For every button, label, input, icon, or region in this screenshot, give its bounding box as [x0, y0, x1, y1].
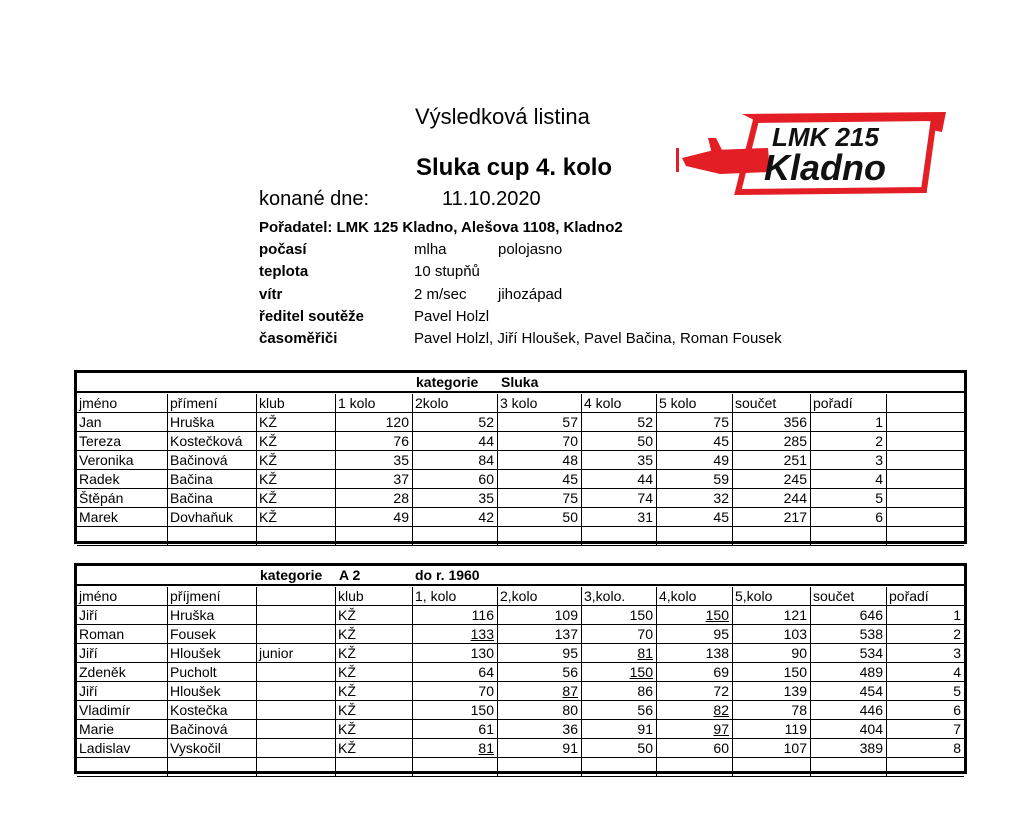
table-cell: 245 [733, 470, 811, 488]
table-cell: Zdeněk [77, 663, 168, 681]
table-cell [413, 527, 498, 545]
table-row [77, 413, 964, 432]
table-row [77, 470, 964, 489]
table-row [77, 758, 964, 777]
table-cell: 45 [498, 470, 582, 488]
table-row [77, 451, 964, 470]
table-cell: 42 [413, 508, 498, 526]
table-cell: KŽ [336, 720, 413, 738]
category-value: Sluka [501, 374, 539, 390]
table-cell: 2 [811, 432, 887, 450]
table-cell: 60 [657, 739, 733, 757]
table-cell: 103 [733, 625, 811, 643]
info-label-timekeepers: časoměřiči [259, 330, 338, 347]
table-cell: 48 [498, 451, 582, 469]
table-cell: 45 [657, 432, 733, 450]
table-cell: 45 [657, 508, 733, 526]
column-header: 1, kolo [413, 587, 498, 605]
table-cell: KŽ [336, 739, 413, 757]
table-cell [257, 625, 336, 643]
table-cell: 538 [811, 625, 887, 643]
table-cell: 81 [582, 644, 657, 662]
table-category-row [77, 373, 964, 393]
table-cell: 3 [811, 451, 887, 469]
table-cell: 389 [811, 739, 887, 757]
table-row [77, 682, 964, 701]
table-row [77, 606, 964, 625]
table-cell: 50 [582, 432, 657, 450]
column-header: 4 kolo [582, 394, 657, 412]
info-label-weather: počasí [259, 241, 307, 258]
table-cell: Jiří [77, 606, 168, 624]
table-row [77, 644, 964, 663]
table-row [77, 739, 964, 758]
table-cell: 59 [657, 470, 733, 488]
column-header: součet [811, 587, 887, 605]
column-header: klub [257, 394, 336, 412]
table-cell: 57 [498, 413, 582, 431]
table-cell: 61 [413, 720, 498, 738]
info-value-temperature: 10 stupňů [414, 263, 480, 280]
table-cell: 120 [336, 413, 413, 431]
table-cell: 44 [582, 470, 657, 488]
table-cell: 35 [582, 451, 657, 469]
table-cell: 49 [336, 508, 413, 526]
table-cell: 138 [657, 644, 733, 662]
table-header-row [77, 587, 964, 606]
table-cell: Jan [77, 413, 168, 431]
table-cell: Bačina [168, 489, 257, 507]
category-value: A 2 [339, 567, 361, 583]
column-header: 2kolo [413, 394, 498, 412]
table-cell: 150 [733, 663, 811, 681]
table-row [77, 625, 964, 644]
table-cell: Radek [77, 470, 168, 488]
column-header [887, 394, 964, 412]
info-label-temperature: teplota [259, 263, 309, 280]
column-header: součet [733, 394, 811, 412]
club-logo [672, 110, 950, 198]
table-cell: 446 [811, 701, 887, 719]
table-cell: 4 [811, 470, 887, 488]
table-cell: KŽ [257, 413, 336, 431]
table-cell: 139 [733, 682, 811, 700]
table-cell: 4 [953, 664, 961, 680]
page-title: Výsledková listina [415, 104, 590, 129]
table-cell: Roman [77, 625, 168, 643]
table-cell: KŽ [257, 508, 336, 526]
table-row [77, 527, 964, 546]
table-cell: KŽ [336, 625, 413, 643]
table-cell: Kostečková [168, 432, 257, 450]
table-cell [887, 413, 964, 431]
table-header-row [77, 394, 964, 413]
table-cell [413, 758, 498, 776]
table-cell: 70 [498, 432, 582, 450]
table-cell: KŽ [336, 644, 413, 662]
table-cell: 1 [953, 607, 961, 623]
table-cell: Štěpán [77, 489, 168, 507]
logo-text-bottom: Kladno [764, 147, 886, 188]
table-cell: 217 [733, 508, 811, 526]
table-cell: Pucholt [168, 663, 257, 681]
table-cell: 74 [582, 489, 657, 507]
table-cell [733, 527, 811, 545]
table-cell: 8 [953, 740, 961, 756]
table-cell [257, 663, 336, 681]
table-cell: Ladislav [77, 739, 168, 757]
table-cell: Jiří [77, 682, 168, 700]
table-cell: 60 [413, 470, 498, 488]
table-cell: 78 [733, 701, 811, 719]
table-cell: Hloušek [168, 644, 257, 662]
table-row [77, 508, 964, 527]
column-header: jméno [77, 587, 168, 605]
table-cell: 244 [733, 489, 811, 507]
table-cell: 646 [811, 606, 887, 624]
table-cell: 150 [582, 663, 657, 681]
column-header: jméno [77, 394, 168, 412]
info-label-director: ředitel soutěže [259, 308, 365, 325]
column-header: 2,kolo [498, 587, 582, 605]
table-cell [887, 470, 964, 488]
table-cell: 75 [498, 489, 582, 507]
table-cell [887, 451, 964, 469]
column-header: 1 kolo [336, 394, 413, 412]
table-cell: Marie [77, 720, 168, 738]
table-cell: 7 [953, 721, 961, 737]
table-cell: KŽ [257, 470, 336, 488]
table-cell: 95 [657, 625, 733, 643]
table-cell: 31 [582, 508, 657, 526]
table-cell: 37 [336, 470, 413, 488]
table-cell: 116 [413, 606, 498, 624]
table-cell [811, 758, 887, 776]
table-cell: 52 [413, 413, 498, 431]
table-cell: Veronika [77, 451, 168, 469]
table-cell: 150 [657, 606, 733, 624]
table-cell: 49 [657, 451, 733, 469]
table-cell: 137 [498, 625, 582, 643]
table-cell [257, 606, 336, 624]
table-cell: 285 [733, 432, 811, 450]
table-row [77, 489, 964, 508]
column-header: přímení [168, 394, 257, 412]
table-cell: 56 [582, 701, 657, 719]
column-header: klub [336, 587, 413, 605]
table-cell: 119 [733, 720, 811, 738]
table-cell [582, 758, 657, 776]
info-value-weather-2: polojasno [498, 241, 563, 258]
table-cell: 70 [413, 682, 498, 700]
table-cell: 489 [811, 663, 887, 681]
table-cell [887, 432, 964, 450]
table-cell: Vyskočil [168, 739, 257, 757]
table-cell: 76 [336, 432, 413, 450]
organizer: Pořadatel: LMK 125 Kladno, Alešova 1108, Kladno2 [259, 219, 623, 236]
table-cell: 28 [336, 489, 413, 507]
table-cell: 81 [413, 739, 498, 757]
results-table-sluka [74, 370, 967, 544]
column-header: pořadí [889, 588, 929, 604]
table-cell [887, 508, 964, 526]
table-cell: Bačinová [168, 720, 257, 738]
table-row [77, 720, 964, 739]
table-cell: 150 [582, 606, 657, 624]
table-cell: KŽ [257, 432, 336, 450]
table-cell: 50 [582, 739, 657, 757]
table-cell [257, 758, 336, 776]
table-cell [257, 527, 336, 545]
column-header: příjmení [168, 587, 257, 605]
table-cell: 91 [582, 720, 657, 738]
table-cell [336, 527, 413, 545]
table-cell [887, 758, 964, 776]
table-cell: 64 [413, 663, 498, 681]
table-cell: 6 [811, 508, 887, 526]
table-cell: 87 [498, 682, 582, 700]
column-header: 5 kolo [657, 394, 733, 412]
info-label-wind: vítr [259, 286, 283, 303]
table-cell [657, 758, 733, 776]
table-cell [498, 527, 582, 545]
table-cell: Kostečka [168, 701, 257, 719]
table-cell: Bačina [168, 470, 257, 488]
table-cell: 72 [657, 682, 733, 700]
results-table-a2 [74, 563, 967, 774]
table-cell: 150 [413, 701, 498, 719]
table-row [77, 432, 964, 451]
table-cell: Fousek [168, 625, 257, 643]
category-extra: do r. 1960 [415, 567, 480, 583]
table-cell: Hruška [168, 606, 257, 624]
info-value-weather-1: mlha [414, 241, 447, 258]
table-cell: 36 [498, 720, 582, 738]
table-cell: 52 [582, 413, 657, 431]
table-cell: 86 [582, 682, 657, 700]
table-cell: 107 [733, 739, 811, 757]
column-header: pořadí [811, 394, 887, 412]
table-cell: Hruška [168, 413, 257, 431]
date-label: konané dne: [259, 188, 370, 210]
info-value-director: Pavel Holzl [414, 308, 490, 325]
table-cell: Bačinová [168, 451, 257, 469]
table-cell [887, 489, 964, 507]
table-cell: KŽ [257, 451, 336, 469]
table-cell: Marek [77, 508, 168, 526]
table-cell [257, 701, 336, 719]
table-cell: junior [257, 644, 336, 662]
table-cell: 91 [498, 739, 582, 757]
table-cell [257, 739, 336, 757]
table-cell [77, 527, 168, 545]
table-cell: 90 [733, 644, 811, 662]
table-cell: 35 [413, 489, 498, 507]
column-header: 3,kolo. [582, 587, 657, 605]
table-cell [733, 758, 811, 776]
table-cell: 133 [413, 625, 498, 643]
table-cell: 534 [811, 644, 887, 662]
table-cell: 2 [953, 626, 961, 642]
table-cell: 50 [498, 508, 582, 526]
table-cell: 95 [498, 644, 582, 662]
table-cell: Jiří [77, 644, 168, 662]
table-cell: KŽ [257, 489, 336, 507]
table-cell [257, 720, 336, 738]
table-cell: 35 [336, 451, 413, 469]
table-row [77, 701, 964, 720]
table-cell: 70 [582, 625, 657, 643]
table-cell: 3 [953, 645, 961, 661]
table-cell [582, 527, 657, 545]
table-row [77, 663, 964, 682]
table-category-row [77, 566, 964, 586]
table-cell: 32 [657, 489, 733, 507]
table-cell [498, 758, 582, 776]
table-cell [657, 527, 733, 545]
table-cell: KŽ [336, 663, 413, 681]
table-cell: 251 [733, 451, 811, 469]
table-cell: 121 [733, 606, 811, 624]
table-cell: 5 [953, 683, 961, 699]
competition-title: Sluka cup 4. kolo [416, 154, 613, 181]
table-cell: Hloušek [168, 682, 257, 700]
table-cell: 82 [657, 701, 733, 719]
table-cell: 109 [498, 606, 582, 624]
table-cell: 80 [498, 701, 582, 719]
column-header: 4,kolo [657, 587, 733, 605]
column-header: 3 kolo [498, 394, 582, 412]
table-cell [811, 527, 887, 545]
table-cell [77, 758, 168, 776]
table-cell: 56 [498, 663, 582, 681]
table-cell: 69 [657, 663, 733, 681]
table-cell: KŽ [336, 701, 413, 719]
table-cell [257, 682, 336, 700]
table-cell: Vladimír [77, 701, 168, 719]
category-label: kategorie [416, 374, 479, 390]
column-header: 5,kolo [733, 587, 811, 605]
table-cell: 44 [413, 432, 498, 450]
column-header [257, 587, 336, 605]
table-cell: 6 [953, 702, 961, 718]
table-cell: KŽ [336, 606, 413, 624]
table-cell: 97 [657, 720, 733, 738]
logo-text-top: LMK 215 [772, 122, 879, 152]
table-cell [887, 527, 964, 545]
table-cell: Tereza [77, 432, 168, 450]
table-cell: 75 [657, 413, 733, 431]
table-cell: 356 [733, 413, 811, 431]
table-cell: 130 [413, 644, 498, 662]
info-value-timekeepers: Pavel Holzl, Jiří Hloušek, Pavel Bačina, Roman Fousek [414, 330, 782, 347]
table-cell: 1 [811, 413, 887, 431]
table-cell [168, 758, 257, 776]
table-cell [168, 527, 257, 545]
table-cell: 5 [811, 489, 887, 507]
table-cell: 404 [811, 720, 887, 738]
category-label: kategorie [260, 567, 323, 583]
table-cell: 84 [413, 451, 498, 469]
table-cell [336, 758, 413, 776]
table-cell: 454 [811, 682, 887, 700]
info-value-wind-2: jihozápad [498, 286, 563, 303]
date-value: 11.10.2020 [442, 188, 541, 210]
table-cell: KŽ [336, 682, 413, 700]
table-cell: Dovhaňuk [168, 508, 257, 526]
info-value-wind-1: 2 m/sec [414, 286, 467, 303]
